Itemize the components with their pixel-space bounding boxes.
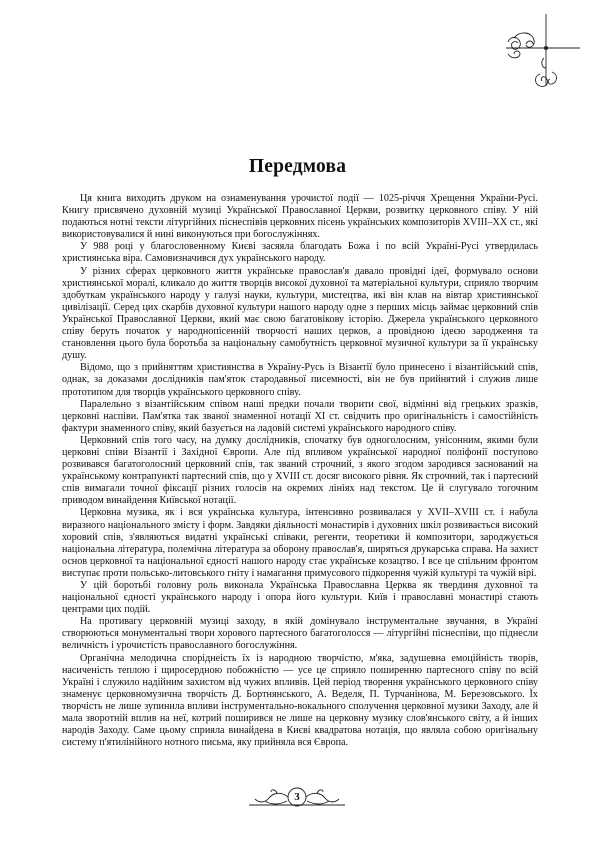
page-number: 3 — [294, 791, 300, 803]
page-title: Передмова — [248, 156, 347, 177]
paragraph: Церковна музика, як і вся українська культура, інтенсивно розвивалася у XVII–XVIII ст. і набула виразного національного змісту і форм. Завдяки діяльності монастирів і духовних шкіл розвивається високий хоровий спів, з'являються видатні українські співаки, регенти, теоретики й композитори, зароджується національна література, полемічна література за оборону православ'я, ширяться друкарська справа. На захист основ церковної та національної єдності нашого народу стає українське козацтво. І все це спільним фронтом виступає проти польсько-литовського гніту і намагання примусового підкорення чужій культурі та чужій вірі. — [62, 507, 538, 579]
paragraph: У 988 році у благословенному Києві засяяла благодать Божа і по всій Україні-Русі утвердилась християнська віра. Самовизначився дух українського народу. — [62, 241, 538, 265]
paragraph: У різних сферах церковного життя українське православ'я давало провідні ідеї, формувало основи християнської моралі, кликало до життя творців високої духовної та матеріальної культури, сприяло творчим здобуткам українського народу у галузі науки, культури, мистецтва, які він клав на вівтар християнської цивілізації. Серед цих скарбів духовної культури нашого народу одне з перших місць займає церковний спів Української Православної Церкви, який має свою багатовікову історію. Джерела українського церковного співу беруть початок у народнопісенній творчості наших церков, а провідною ідеєю зародження та становлення цього була боротьба за національну самобутність церковної музичної культури за її українську душу. — [62, 265, 538, 362]
paragraph: Органічна мелодична споріднеість їх із народною творчістю, м'яка, задушевна емоційність творів, насиченість теплою і щиросердною побожністю — усе це сприяло поширенню партесного співу по всій Україні і служило надійним захистом від чужих впливів. Цей період творення українського церковного співу знаменує церковномузична творчість Д. Бортнянського, А. Веделя, П. Турчанінова, М. Березовського. Їх творчість не лише зупинила впливи інструментально-вокального сполучення церковної музики Заходу, але й мала зворотній вплив на неї, котрий поширився не лише на церковну музику слов'янського світу, а й інших народів Заходу. Саме цьому сприяла винайдена в Києві квадратова нотація, що являла собою оригінальну систему п'ятилінійного нотного письма, яку прийняла вся Європа. — [62, 652, 538, 749]
paragraph: Паралельно з візантійським співом наші предки почали творити свої, відмінні від грецьких зразків, церковні наспіви. Пам'ятка так званої знаменної нотації XI ст. свідчить про оригінальність і самостійність фактури знаменного співу, який базується на ладовій системі українського народного співу. — [62, 398, 538, 434]
paragraph: Церковний спів того часу, на думку дослідників, спочатку був одноголосним, унісонним, якими були церковні співи Візантії і Західної Європи. Але під впливом української народної поліфонії поступово розвивався багатоголосний церковний спів, так званий строчний, з якого згодом зародився заснований на українському контрапункті партесний спів, що у XVIII ст. досяг високого рівня. Як строчний, так і партесний спів вимагали точної фіксації різних голосів на окремих лініях над текстом. Це й слугувало тогочним приводом винайдення Київської нотації. — [62, 434, 538, 507]
corner-ornament-icon — [500, 14, 580, 94]
paragraph: На противагу церковній музиці заходу, в якій домінувало інструментальне звучання, в Україні створюються монументальні твори хорового партесного багатоголосся — літургійні піснеспіви, що піднесли величність і урочистість православного богослужіння. — [62, 616, 538, 652]
body-text — [62, 193, 538, 749]
paragraph: У цій боротьбі головну роль виконала Українська Православна Церква як твердиня духовної та національної єдності українського народу і опора його культури. Київ і православні монастирі стають центрами цих подій. — [62, 580, 538, 616]
page-footer — [247, 783, 347, 813]
paragraph: Ця книга виходить друком на ознаменування урочистої події — 1025-річчя Хрещення України-Русі. Книгу присвячено духовній музиці Української Православної Церкви, розвитку церковного співу. У ній подаються нотні тексти літургійних піснеспівів церковних пісень українських композиторів XVIII–XX ст., які використовувалися й нині виконуються при богослужіннях. — [62, 193, 538, 241]
paragraph: Відомо, що з прийняттям християнства в Україну-Русь із Візантії було принесено і візантійський спів, однак, за доказами дослідників пам'яток стародавньої писемності, він не був прийнятий і служив лише прототипом для творців українського церковного співу. — [62, 362, 538, 398]
